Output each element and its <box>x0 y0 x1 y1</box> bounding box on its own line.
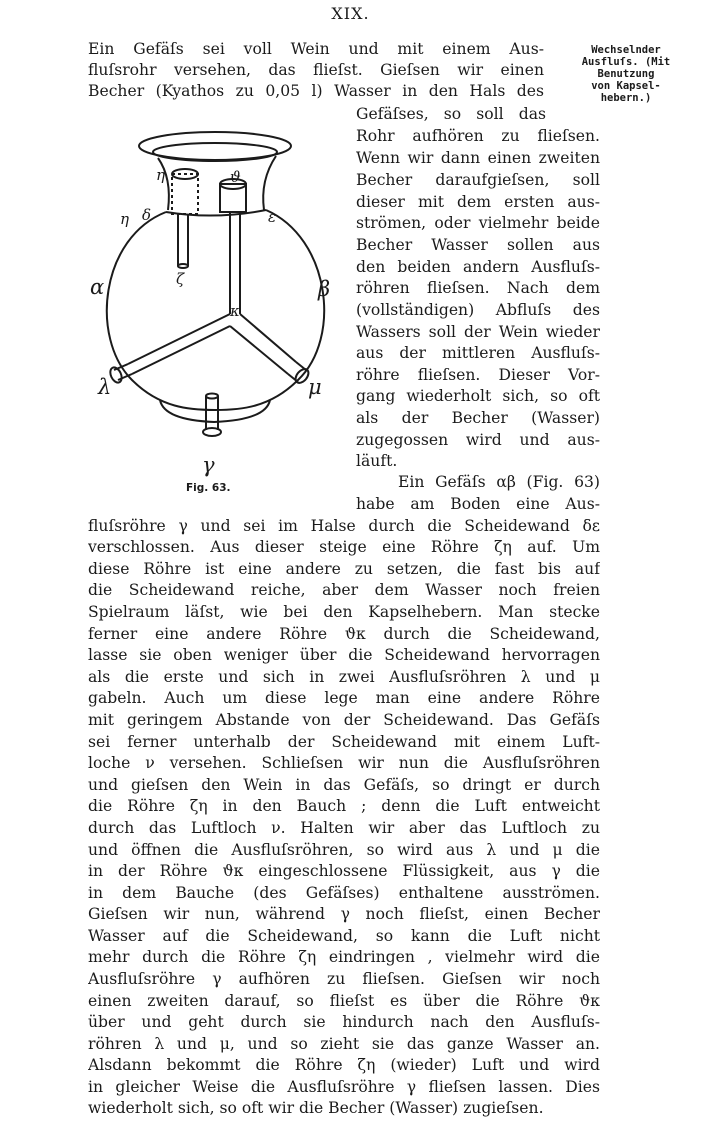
label-mu: μ <box>308 375 322 399</box>
text-line: aus der mittleren Ausfluſs- <box>356 344 600 362</box>
branch-lambda-top <box>128 314 230 364</box>
branch-mu-top <box>240 314 296 362</box>
text-line: Wasser auf die Scheidewand, so kann die Luft nicht <box>88 927 600 945</box>
text-line: diese Röhre ist eine andere zu setzen, die fast bis auf <box>88 560 600 578</box>
figure-caption: Fig. 63. <box>186 482 231 494</box>
text-line: wiederholt sich, so oft wir die Becher (Wasser) zugieſsen. <box>88 1099 544 1117</box>
margin-note <box>560 44 692 104</box>
text-line: die Röhre ζη in den Bauch ; denn die Luft entweicht <box>88 797 600 815</box>
text-line: Wenn wir dann einen zweiten <box>356 149 600 167</box>
text-line: den beiden andern Ausfluſs- <box>356 258 600 276</box>
text-line: Gieſsen wir nun, während γ noch flieſst, einen Becher <box>88 905 600 923</box>
outlet-mu <box>288 362 306 382</box>
text-line: und gieſsen den Wein in das Gefäſs, so dringt er durch <box>88 776 600 794</box>
text-line: in gleicher Weise die Ausfluſsröhre γ flieſsen lassen. Dies <box>88 1078 600 1096</box>
tube-zeta-end <box>178 264 188 268</box>
text-line: einen zweiten darauf, so flieſst es über die Röhre ϑκ <box>88 992 600 1010</box>
label-delta: δ <box>142 206 152 224</box>
text-line: die Scheidewand reiche, aber dem Wasser noch freien <box>88 581 600 599</box>
text-line: zugegossen wird und aus- <box>356 431 600 449</box>
inner-rim-ellipse <box>153 143 277 161</box>
margin-note-line: Ausfluſs. (Mit <box>581 56 671 68</box>
text-line: fluſsröhre γ und sei im Halse durch die Scheidewand δε <box>88 517 600 535</box>
text-line: gang wiederholt sich, so oft <box>356 387 600 405</box>
text-line: loche ν versehen. Schlieſsen wir nun die Ausfluſsröhren <box>88 754 600 772</box>
text-line: Becher daraufgieſsen, soll <box>356 171 600 189</box>
figure-63-vessel-drawing <box>80 118 352 488</box>
text-line: Wassers soll der Wein wieder <box>356 323 600 341</box>
text-line: Spielraum läſst, wie bei den Kapselhebern. Man stecke <box>88 603 600 621</box>
label-eta-outer: η <box>120 210 129 228</box>
margin-note-line: hebern.) <box>600 92 652 104</box>
text-line: durch das Luftloch ν. Halten wir aber das Luftloch zu <box>88 819 600 837</box>
label-epsilon: ε <box>268 208 277 226</box>
text-line: lasse sie oben weniger über die Scheidewand hervorragen <box>88 646 600 664</box>
margin-note-line: Wechselnder <box>591 44 661 56</box>
text-line: fluſsrohr versehen, das flieſst. Gieſsen wir einen <box>88 61 544 79</box>
outlet-gamma-mouth <box>203 428 221 436</box>
label-zeta: ζ <box>176 270 185 288</box>
branch-mu-bottom <box>230 326 288 374</box>
text-line: in der Röhre ϑκ eingeschlossene Flüssigkeit, aus γ die <box>88 862 600 880</box>
text-line: mehr durch die Röhre ζη eindringen , vielmehr wird die <box>88 948 600 966</box>
text-line: Becher (Kyathos zu 0,05 l) Wasser in den Hals des <box>88 82 544 100</box>
text-line: und öffnen die Ausfluſsröhren, so wird aus λ und μ die <box>88 841 600 859</box>
text-line: als die erste und sich in zwei Ausfluſsröhren λ und μ <box>88 668 600 686</box>
text-line: strömen, oder vielmehr beide <box>356 214 600 232</box>
text-line: Ein Gefäſs αβ (Fig. 63) <box>398 473 600 491</box>
text-line: Rohr aufhören zu flieſsen. <box>356 127 600 145</box>
text-line: ferner eine andere Röhre ϑκ durch die Scheidewand, <box>88 625 600 643</box>
label-gamma: γ <box>202 453 215 477</box>
text-line: gabeln. Auch um diese lege man eine andere Röhre <box>88 689 600 707</box>
text-line: über und geht durch sie hindurch nach den Ausfluſs- <box>88 1013 600 1031</box>
text-line: läuft. <box>356 452 398 470</box>
vessel-diagram <box>80 118 352 488</box>
belly-left <box>107 212 215 410</box>
label-kappa: κ <box>230 302 240 320</box>
neck-right <box>263 156 276 210</box>
branch-lambda-bottom <box>132 326 230 374</box>
outlet-gamma-top <box>206 394 218 399</box>
text-line: röhren λ und μ, und so zieht sie das ganze Wasser an. <box>88 1035 600 1053</box>
margin-note-line: Benutzung <box>597 68 655 80</box>
text-line: (vollständigen) Abfluſs des <box>356 301 600 319</box>
text-line: röhren flieſsen. Nach dem <box>356 279 600 297</box>
text-line: dieser mit dem ersten aus- <box>356 193 600 211</box>
text-line: röhre flieſsen. Dieser Vor- <box>356 366 600 384</box>
label-lambda: λ <box>98 375 112 399</box>
text-line: in dem Bauche (des Gefäſses) enthaltene ausströmen. <box>88 884 600 902</box>
text-line: Ein Gefäſs sei voll Wein und mit einem Aus- <box>88 40 544 58</box>
text-line: habe am Boden eine Aus- <box>356 495 600 513</box>
section-number: XIX. <box>331 4 370 23</box>
text-line: mit geringem Abstande von der Scheidewand. Das Gefäſs <box>88 711 600 729</box>
partition-line <box>166 210 266 216</box>
text-line: Ausfluſsröhre γ aufhören zu flieſsen. Gieſsen wir noch <box>88 970 600 988</box>
text-line: Becher Wasser sollen aus <box>356 236 600 254</box>
text-line: sei ferner unterhalb der Scheidewand mit einem Luft- <box>88 733 600 751</box>
text-line: Alsdann bekommt die Röhre ζη (wieder) Luft und wird <box>88 1056 600 1074</box>
text-line: verschlossen. Aus dieser steige eine Röhre ζη auf. Um <box>88 538 600 556</box>
label-theta: ϑ <box>230 168 241 186</box>
text-line: Gefäſses, so soll das <box>356 105 546 123</box>
label-alpha: α <box>90 275 105 299</box>
label-beta: β <box>318 277 331 301</box>
label-eta: η <box>156 166 165 184</box>
margin-note-line: von Kapsel- <box>591 80 661 92</box>
text-line: als der Becher (Wasser) <box>356 409 600 427</box>
